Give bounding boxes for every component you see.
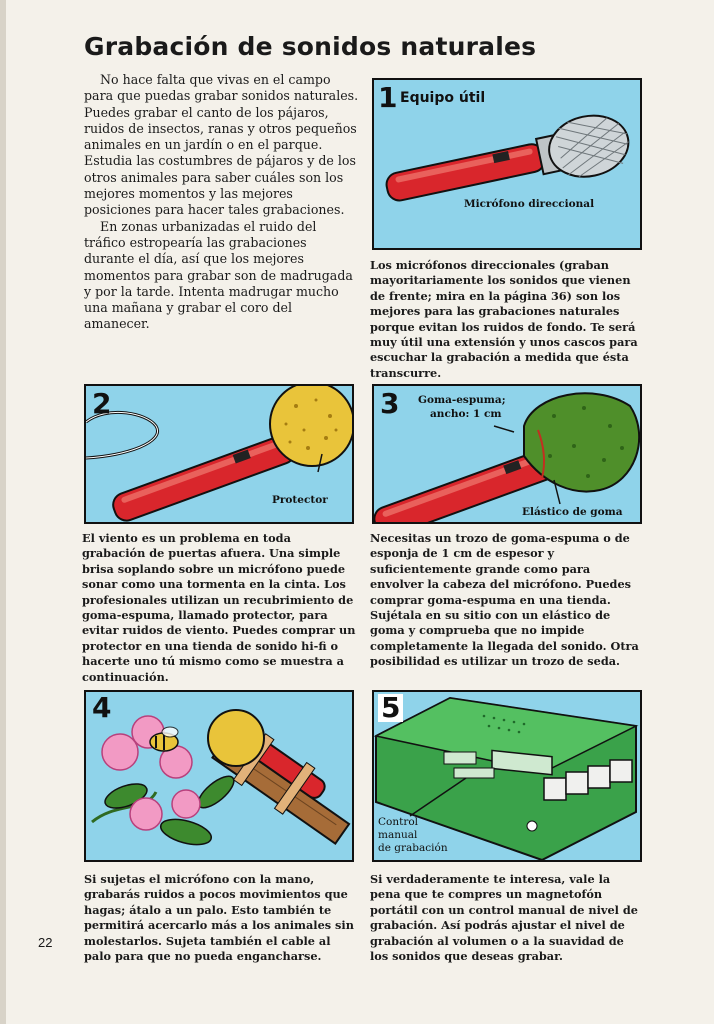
panel-label: Micrófono direccional xyxy=(464,198,595,210)
panel-3-foam xyxy=(372,384,642,524)
microphone-on-stick-illustration xyxy=(86,692,352,860)
caption-3: Necesitas un trozo de goma-espuma o de esponja de 1 cm de espesor y suficientemente grande como para envolver la cabeza del micrófono. Puedes comprar goma-espuma en una tienda. Sujétala en su sitio con un elástico de goma y comprueba que no impide completamente la llegada del sonido. Otra posibilidad es utilizar un trozo de seda. xyxy=(370,531,639,669)
panel-number: 5 xyxy=(378,694,403,722)
panel-label: Protector xyxy=(272,494,328,506)
caption-1: Los micrófonos direccionales (graban mayoritariamente los sonidos que vienen de frente; mira en la página 36) son los mejores para las grabaciones naturales porque evitan los ruidos de fondo. Te será muy útil una extensión y unos cascos para escuchar la grabación a medida que ésta transcurre. xyxy=(370,258,638,380)
panel-2-protector xyxy=(84,384,354,524)
intro-paragraph-1: No hace falta que vivas en el campo para que puedas grabar sonidos naturales. Puedes grabar el canto de los pájaros, ruidos de insectos, ranas y otros pequeños animales en un jardín o en el parque. Estudia las costumbres de pájaros y de los otros animales para saber cuáles son los mejores momentos y las mejores posiciones para hacer tales grabaciones. xyxy=(84,72,359,218)
panel-number: 1 xyxy=(378,81,398,114)
panel-label-width: ancho: 1 cm xyxy=(430,408,502,420)
panel-5-recorder xyxy=(372,690,642,862)
panel-label-elastic: Elástico de goma xyxy=(522,506,623,518)
page-edge xyxy=(0,0,6,1024)
panel-4-stick xyxy=(84,690,354,862)
panel-1-equipment xyxy=(372,78,642,250)
caption-4: Si sujetas el micrófono con la mano, grabarás ruidos a pocos movimientos que hagas; átalo a un palo. Esto también te permitirá acercarlo más a los animales sin molestarlos. Sujeta también el cable al palo para que no pueda engancharse. xyxy=(84,872,354,964)
intro-paragraph-2: En zonas urbanizadas el ruido del tráfico estropearía las grabaciones durante el día, así que los mejores momentos para grabar son de madrugada y por la tarde. Intenta madrugar mucho una mañana y grabar el coro del amanecer. xyxy=(84,218,353,332)
page-number: 22 xyxy=(38,935,53,950)
panel-number: 3 xyxy=(380,387,400,420)
panel-number: 2 xyxy=(92,387,112,420)
intro-text xyxy=(84,72,360,333)
panel-number: 4 xyxy=(92,691,112,724)
caption-5: Si verdaderamente te interesa, vale la pena que te compres un magnetofón portátil con un control manual de nivel de grabación. Así podrás ajustar el nivel de grabación al volumen o a la suavidad de los sonidos que deseas grabar. xyxy=(370,872,638,964)
panel-label-manual: manual xyxy=(378,829,418,841)
microphone-with-foam-illustration xyxy=(374,386,640,522)
page-title: Grabación de sonidos naturales xyxy=(84,32,537,61)
panel-label-recording: de grabación xyxy=(378,842,448,854)
panel-label-control: Control xyxy=(378,816,419,828)
panel-label-foam: Goma-espuma; xyxy=(418,394,506,406)
caption-2: El viento es un problema en toda grabación de puertas afuera. Una simple brisa soplando sobre un micrófono puede sonar como una tormenta en la cinta. Los profesionales utilizan un recubrimiento de goma-espuma, llamado protector, para evitar ruidos de viento. Puedes comprar un protector en una tienda de sonido hi-fi o hacerte uno tú mismo como se muestra a continuación. xyxy=(82,531,356,684)
panel-heading: Equipo útil xyxy=(400,90,486,106)
